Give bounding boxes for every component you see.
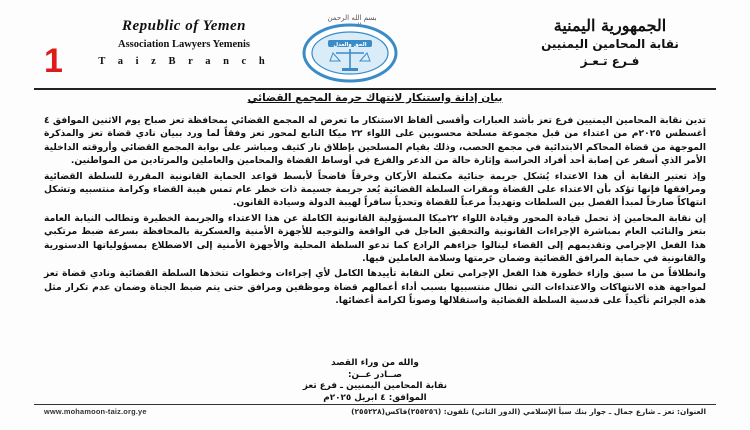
header-republic-en: Republic of Yemen xyxy=(121,18,247,34)
header-arabic xyxy=(510,16,710,68)
header-branch-en: T a i z B r a n c h xyxy=(98,56,270,67)
letter-footer xyxy=(44,407,706,416)
body-paragraph-4: وانطلاقاً من ما سبق وإزاء خطورة هذا الفعل الإجرامي تعلن النقابة تأييدها الكامل لأي إجراءات وخطوات تتخذها السلطة القضائية ونادي قضاة تعز لمواجهة هذه الانتهاكات والاعتداءات التي تطال منتسبيها بسبب أداء أعمالهم قضاة وموظفين ومرافق حتى يتم ضبط الجناة وضمان عدم تكرار مثل هذه الجرائم تأكيداً على قدسية السلطة القضائية واستقلالها وصوناً لكرامة أعضائها. xyxy=(44,268,706,307)
footer-address: العنوان: تعز ـ شارع جمال ـ جوار بنك سبأ الإسلامي (الدور الثاني) تلفون: (٢٥٥٢٥٦)فاكس(٢٥٥٢٢٨) xyxy=(351,407,706,416)
signature-block xyxy=(0,358,750,404)
issue-date: الموافق: ٤ ابريل ٢٠٢٥م xyxy=(323,392,427,403)
header-association-ar: نقابة المحامين اليمنيين xyxy=(541,37,679,51)
body-paragraph-3: إن نقابة المحامين إذ تحمل قيادة المحور وقيادة اللواء ٢٢ميكا المسؤولية القانونية الكاملة عن هذا الاعتداء والجريمة الخطيرة وتطالب النيابة العامة بتعز والنائب العام بمباشرة الإجراءات القانونية والتحقيق العاجل في الواقعة والتوجيه للأجهزة الأمنية والعسكرية بالمحافظة بسرعة ضبط مرتكبي هذا الفعل الإجرامي وتقديمهم إلى القضاء لينالوا جزاءهم الرادع كما تدعو السلطة المحلية والأجهزة الأمنية إلى الاضطلاع بمسؤولياتها الدستورية والقانونية في حماية المرافق القضائية وضمان حرمتها وسلامة العاملين فيها. xyxy=(44,212,706,265)
body-paragraph-1: تدين نقابة المحامين اليمنيين فرع تعز بأشد العبارات وأقسى ألفاظ الاستنكار ما تعرض له المجمع القضائي بمحافظة تعز صباح يوم الاثنين الموافق ٤ أغسطس ٢٠٢٥م من اعتداء من قبل مجموعة مسلحة محسوبين على اللواء ٢٢ ميكا التابع لمحور تعز وفقاً لما ورد ببيان نادي قضاة تعز والمذكرة الموجهة من قضاة المحاكم الابتدائية في مجمع الحصب، وذلك بقيام المسلحين بإطلاق نار كثيف ومباشر على بوابة المجمع القضائي وأروقته الداخلية الأمر الذي أسفر عن إصابة أحد أفراد الحراسة وإثارة حالة من الذعر والفزع في أوساط القضاة والمحامين والعاملين والمرتادين من المواطنين. xyxy=(44,115,706,167)
header-divider xyxy=(34,88,716,90)
header-branch-ar: فـرع تـعـز xyxy=(580,54,640,68)
header-association-en: Association Lawyers Yemenis xyxy=(117,39,251,50)
annotation-number: 1 xyxy=(44,42,63,80)
basmala: بسم الله الرحمن xyxy=(327,14,377,22)
issuer-label: صــادر عــن: xyxy=(348,369,402,380)
issuer-name: نقابة المحامين اليمنيين ـ فرع تعز xyxy=(302,381,448,391)
header-republic-ar: الجمهورية اليمنية xyxy=(553,16,667,35)
statement-title: بيان إدانة واستنكار لانتهاك حرمة المجمع القضائي xyxy=(247,92,503,104)
header-english xyxy=(64,18,304,67)
body-paragraph-2: وإذ تعتبر النقابة أن هذا الاعتداء يُشكل جريمة جنائية مكتملة الأركان وخرقاً فاضحاً لأبسط قواعد الحماية القانونية المقررة للسلطة القضائية ومرافقها فإنها تؤكد بأن الاعتداء على القضاة ومقرات السلطة القضائية يُعد جريمة جسيمة ذات خطر عام تمس هيبة القضاء وكرامة منتسبيه وتشكل انتهاكاً صارخاً لمبدأ الفصل بين السلطات وتهديداً مرعباً للقضاة وتحدياً سافراً لهيبة الدولة وسيادة القانون. xyxy=(44,170,706,209)
closing-phrase: والله من وراء القصد xyxy=(331,358,419,368)
association-logo xyxy=(300,22,400,84)
footer-divider xyxy=(34,404,716,405)
footer-website-link[interactable]: www.mohamoon-taiz.org.ye xyxy=(44,407,147,416)
statement-body xyxy=(44,114,706,310)
logo-ring-text: الحق والعدل xyxy=(333,41,367,48)
